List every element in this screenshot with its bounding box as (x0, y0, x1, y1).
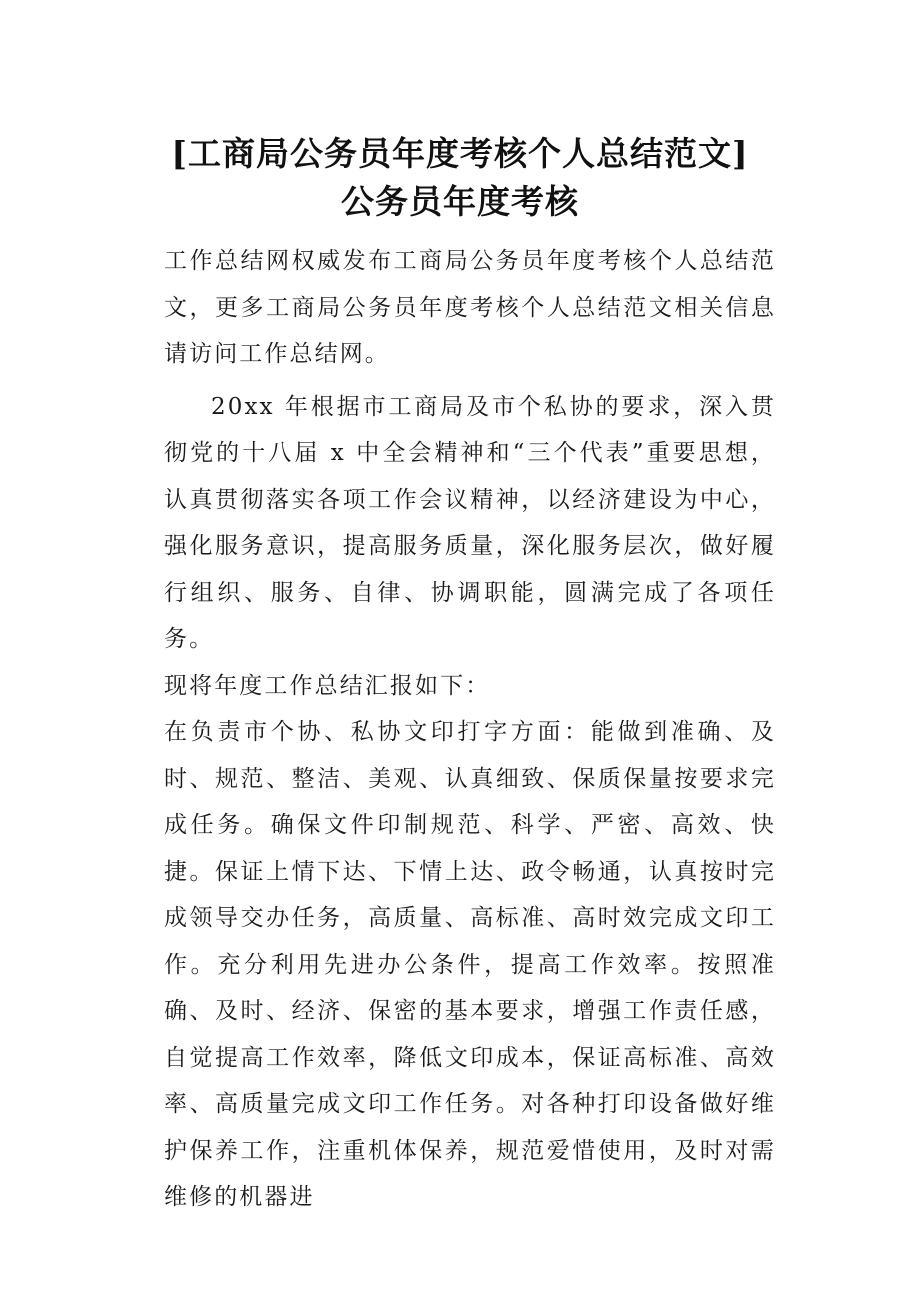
summary-lead-paragraph: 现将年度工作总结汇报如下： (164, 672, 491, 699)
document-title-line2: 公务员年度考核 (341, 182, 579, 221)
body-paragraph: 在负责市个协、私协文印打字方面：能做到准确、及时、规范、整洁、美观、认真细致、保质保量按要求完成任务。确保文件印制规范、科学、严密、高效、快捷。保证上情下达、下情上达、政令畅通，认真按时完成领导交办任务，高质量、高标准、高时效完成文印工作。充分利用先进办公条件，提高工作效率。按照准确、及时、经济、保密的基本要求，增强工作责任感，自觉提高工作效率，降低文印成本，保证高标准、高效率、高质量完成文印工作任务。对各种打印设备做好维护保养工作，注重机体保养，规范爱惜使用，及时对需维修的机器进 (164, 719, 776, 1210)
document-body (164, 238, 776, 1221)
intro-paragraph: 工作总结网权威发布工商局公务员年度考核个人总结范文，更多工商局公务员年度考核个人总结范文相关信息请访问工作总结网。 (164, 248, 776, 367)
document-title-line1: [工商局公务员年度考核个人总结范文] (171, 134, 749, 173)
body-paragraph: 20xx 年根据市工商局及市个私协的要求，深入贯彻党的十八届 x 中全会精神和“三个代表”重要思想，认真贯彻落实各项工作会议精神，以经济建设为中心，强化服务意识，提高服务质量，深化服务层次，做好履行组织、服务、自律、协调职能，圆满完成了各项任务。 (164, 393, 776, 652)
